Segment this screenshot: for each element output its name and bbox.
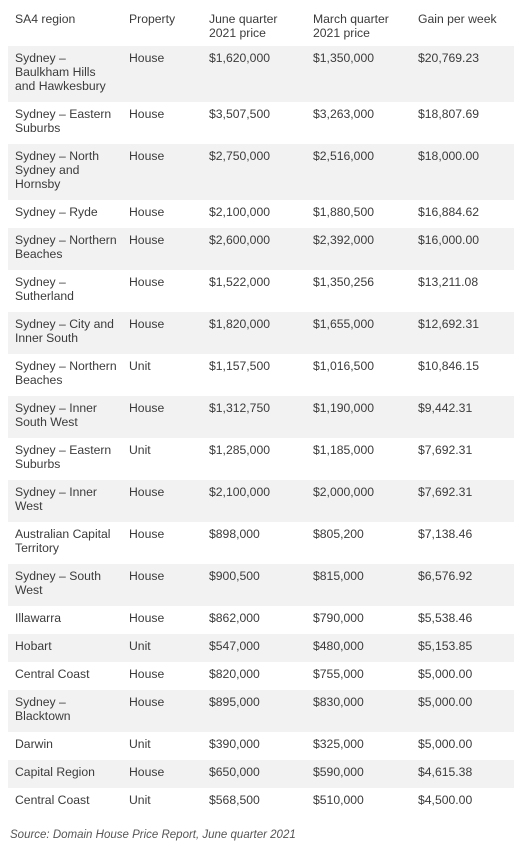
cell-region: Sydney – North Sydney and Hornsby bbox=[15, 149, 100, 191]
table-row bbox=[8, 46, 514, 102]
cell-property: House bbox=[129, 611, 165, 625]
cell-region: Sydney – Eastern Suburbs bbox=[15, 443, 112, 471]
cell-gain: $10,846.15 bbox=[418, 359, 479, 373]
cell-region: Illawarra bbox=[15, 611, 62, 625]
cell-gain: $5,000.00 bbox=[418, 695, 473, 709]
cell-region: Sydney – City and Inner South bbox=[15, 317, 114, 345]
table-row bbox=[8, 438, 514, 480]
cell-gain: $7,692.31 bbox=[418, 443, 473, 457]
table-row bbox=[8, 662, 514, 690]
cell-june-price: $1,312,750 bbox=[209, 401, 270, 415]
cell-region: Sydney – Sutherland bbox=[15, 275, 74, 303]
cell-property: House bbox=[129, 317, 165, 331]
cell-region: Sydney – Northern Beaches bbox=[15, 359, 117, 387]
cell-gain: $16,000.00 bbox=[418, 233, 479, 247]
cell-march-price: $1,880,500 bbox=[313, 205, 374, 219]
cell-march-price: $815,000 bbox=[313, 569, 364, 583]
cell-property: House bbox=[129, 527, 165, 541]
cell-march-price: $1,016,500 bbox=[313, 359, 374, 373]
cell-gain: $7,692.31 bbox=[418, 485, 473, 499]
cell-property: House bbox=[129, 695, 165, 709]
table-row bbox=[8, 228, 514, 270]
cell-june-price: $820,000 bbox=[209, 667, 260, 681]
cell-region: Australian Capital Territory bbox=[15, 527, 111, 555]
cell-gain: $4,615.38 bbox=[418, 765, 473, 779]
cell-property: Unit bbox=[129, 793, 151, 807]
table-row bbox=[8, 354, 514, 396]
cell-region: Central Coast bbox=[15, 667, 90, 681]
table-header bbox=[8, 6, 514, 46]
cell-june-price: $2,100,000 bbox=[209, 205, 270, 219]
cell-region: Central Coast bbox=[15, 793, 90, 807]
cell-property: House bbox=[129, 149, 165, 163]
table-row bbox=[8, 690, 514, 732]
cell-june-price: $568,500 bbox=[209, 793, 260, 807]
cell-property: House bbox=[129, 107, 165, 121]
cell-region: Sydney – Ryde bbox=[15, 205, 98, 219]
header-gain-per-week: Gain per week bbox=[418, 12, 497, 26]
cell-june-price: $1,820,000 bbox=[209, 317, 270, 331]
cell-gain: $4,500.00 bbox=[418, 793, 473, 807]
cell-march-price: $805,200 bbox=[313, 527, 364, 541]
cell-june-price: $2,750,000 bbox=[209, 149, 270, 163]
table-row bbox=[8, 102, 514, 144]
table-row bbox=[8, 522, 514, 564]
header-row bbox=[8, 6, 514, 46]
cell-june-price: $898,000 bbox=[209, 527, 260, 541]
header-june-price: June quarter 2021 price bbox=[209, 12, 278, 40]
cell-region: Sydney – Baulkham Hills and Hawkesbury bbox=[15, 51, 106, 93]
table-row bbox=[8, 480, 514, 522]
cell-june-price: $900,500 bbox=[209, 569, 260, 583]
cell-region: Darwin bbox=[15, 737, 53, 751]
cell-march-price: $2,000,000 bbox=[313, 485, 374, 499]
cell-june-price: $2,600,000 bbox=[209, 233, 270, 247]
cell-june-price: $3,507,500 bbox=[209, 107, 270, 121]
cell-property: House bbox=[129, 51, 165, 65]
cell-gain: $12,692.31 bbox=[418, 317, 479, 331]
table-row bbox=[8, 606, 514, 634]
cell-gain: $18,000.00 bbox=[418, 149, 479, 163]
cell-march-price: $2,516,000 bbox=[313, 149, 374, 163]
cell-region: Sydney – Blacktown bbox=[15, 695, 71, 723]
cell-june-price: $650,000 bbox=[209, 765, 260, 779]
cell-region: Hobart bbox=[15, 639, 52, 653]
table-body bbox=[8, 46, 514, 816]
table-row bbox=[8, 396, 514, 438]
cell-gain: $5,153.85 bbox=[418, 639, 473, 653]
cell-gain: $5,538.46 bbox=[418, 611, 473, 625]
cell-property: Unit bbox=[129, 737, 151, 751]
cell-june-price: $1,157,500 bbox=[209, 359, 270, 373]
cell-june-price: $2,100,000 bbox=[209, 485, 270, 499]
cell-gain: $13,211.08 bbox=[418, 275, 479, 289]
table-row bbox=[8, 760, 514, 788]
cell-region: Sydney – Inner West bbox=[15, 485, 97, 513]
cell-region: Sydney – Inner South West bbox=[15, 401, 97, 429]
cell-march-price: $325,000 bbox=[313, 737, 364, 751]
cell-property: House bbox=[129, 275, 165, 289]
cell-march-price: $3,263,000 bbox=[313, 107, 374, 121]
cell-march-price: $480,000 bbox=[313, 639, 364, 653]
cell-june-price: $1,522,000 bbox=[209, 275, 270, 289]
cell-march-price: $1,190,000 bbox=[313, 401, 374, 415]
header-property: Property bbox=[129, 12, 176, 26]
cell-june-price: $1,285,000 bbox=[209, 443, 270, 457]
cell-property: House bbox=[129, 233, 165, 247]
cell-gain: $9,442.31 bbox=[418, 401, 473, 415]
cell-june-price: $547,000 bbox=[209, 639, 260, 653]
cell-region: Capital Region bbox=[15, 765, 95, 779]
cell-gain: $20,769.23 bbox=[418, 51, 479, 65]
cell-gain: $6,576.92 bbox=[418, 569, 473, 583]
table-row bbox=[8, 788, 514, 816]
cell-property: House bbox=[129, 765, 165, 779]
cell-march-price: $790,000 bbox=[313, 611, 364, 625]
cell-march-price: $830,000 bbox=[313, 695, 364, 709]
cell-property: House bbox=[129, 569, 165, 583]
source-note: Source: Domain House Price Report, June quarter 2021 bbox=[10, 829, 296, 841]
cell-property: House bbox=[129, 485, 165, 499]
header-sa4-region: SA4 region bbox=[15, 12, 76, 26]
table-row bbox=[8, 144, 514, 200]
cell-june-price: $390,000 bbox=[209, 737, 260, 751]
cell-property: Unit bbox=[129, 359, 151, 373]
cell-region: Sydney – Eastern Suburbs bbox=[15, 107, 112, 135]
cell-region: Sydney – Northern Beaches bbox=[15, 233, 117, 261]
cell-march-price: $2,392,000 bbox=[313, 233, 374, 247]
table-row bbox=[8, 270, 514, 312]
table-row bbox=[8, 634, 514, 662]
cell-gain: $5,000.00 bbox=[418, 667, 473, 681]
cell-property: Unit bbox=[129, 639, 151, 653]
cell-june-price: $1,620,000 bbox=[209, 51, 270, 65]
table-row bbox=[8, 564, 514, 606]
cell-gain: $16,884.62 bbox=[418, 205, 479, 219]
header-march-price: March quarter 2021 price bbox=[313, 12, 389, 40]
cell-march-price: $510,000 bbox=[313, 793, 364, 807]
cell-march-price: $1,185,000 bbox=[313, 443, 374, 457]
cell-property: House bbox=[129, 401, 165, 415]
cell-gain: $18,807.69 bbox=[418, 107, 479, 121]
cell-june-price: $895,000 bbox=[209, 695, 260, 709]
cell-property: Unit bbox=[129, 443, 151, 457]
cell-march-price: $1,655,000 bbox=[313, 317, 374, 331]
cell-property: House bbox=[129, 667, 165, 681]
cell-march-price: $1,350,256 bbox=[313, 275, 374, 289]
cell-june-price: $862,000 bbox=[209, 611, 260, 625]
cell-march-price: $1,350,000 bbox=[313, 51, 374, 65]
table-row bbox=[8, 732, 514, 760]
table-row bbox=[8, 200, 514, 228]
cell-region: Sydney – South West bbox=[15, 569, 102, 597]
price-gain-table bbox=[8, 6, 514, 816]
cell-gain: $5,000.00 bbox=[418, 737, 473, 751]
cell-property: House bbox=[129, 205, 165, 219]
cell-march-price: $590,000 bbox=[313, 765, 364, 779]
table-row bbox=[8, 312, 514, 354]
cell-gain: $7,138.46 bbox=[418, 527, 473, 541]
cell-march-price: $755,000 bbox=[313, 667, 364, 681]
